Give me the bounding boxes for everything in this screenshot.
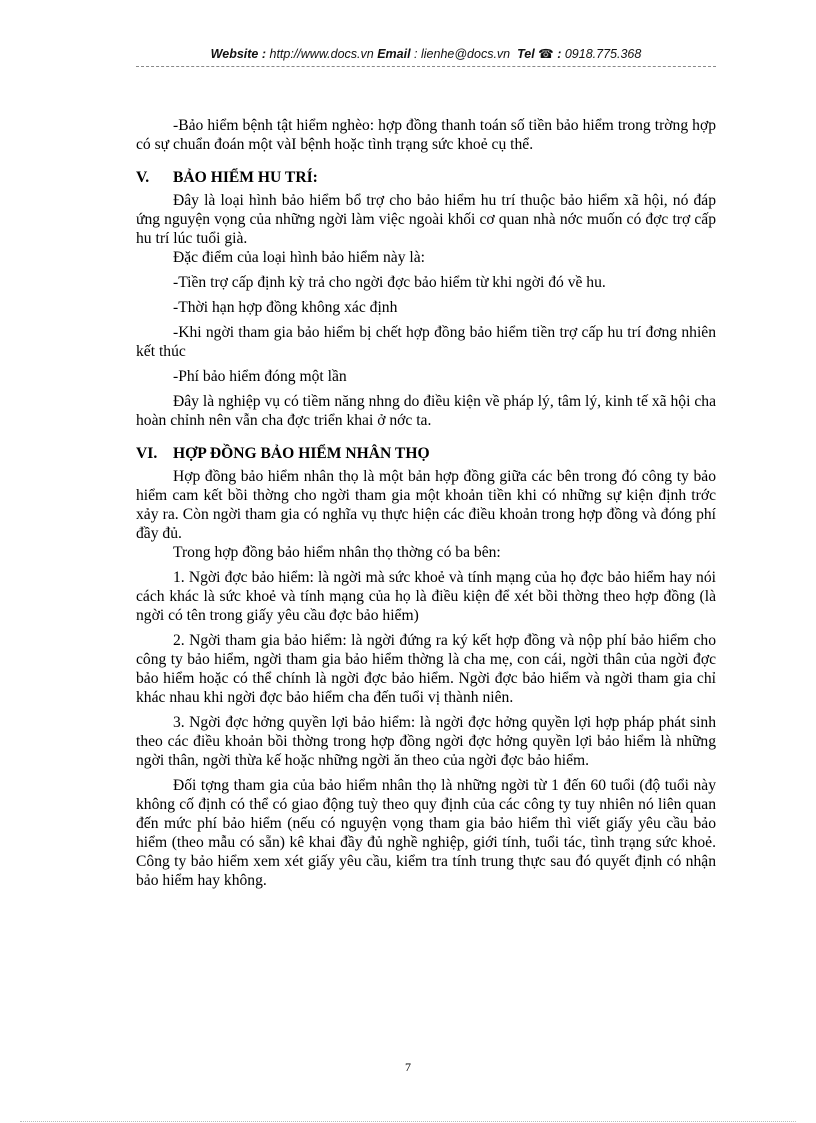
paragraph: Trong hợp đồng bảo hiểm nhân thọ thờng có ba bên: bbox=[173, 544, 501, 561]
paragraph: -Tiền trợ cấp định kỳ trả cho ngời đợc bảo hiểm từ khi ngời đó về hu. bbox=[173, 274, 606, 291]
paragraph: -Thời hạn hợp đồng không xác định bbox=[173, 299, 398, 316]
paragraph: Đây là loại hình bảo hiểm bổ trợ cho bảo hiểm hu trí thuộc bảo hiểm xã hội, nó đáp ứng nguyện vọng của những ngời làm việc ngoài khối cơ quan nhà nớc muốn có đợc trợ cấp hu trí lúc tuổi già. bbox=[136, 192, 716, 247]
document-body bbox=[136, 116, 716, 896]
section-title: BẢO HIỂM HU TRÍ: bbox=[173, 169, 318, 186]
section-number: V. bbox=[136, 169, 150, 186]
website-url[interactable]: http://www.docs.vn bbox=[269, 47, 374, 61]
tel-value: 0918.775.368 bbox=[564, 47, 642, 61]
email-value[interactable]: : lienhe@docs.vn bbox=[414, 47, 511, 61]
paragraph: Hợp đồng bảo hiểm nhân thọ là một bản hợp đồng giữa các bên trong đó công ty bảo hiểm cam kết bồi thờng cho ngời tham gia một khoản tiền khi có những sự kiện định trớc xảy ra. Còn ngời tham gia có nghĩa vụ thực hiện các điều khoản trong hợp đồng và đóng phí đầy đủ. bbox=[136, 468, 716, 542]
paragraph: 2. Ngời tham gia bảo hiểm: là ngời đứng ra ký kết hợp đồng và nộp phí bảo hiểm cho công ty bảo hiểm, ngời tham gia bảo hiểm thờng là cha mẹ, con cái, ngời thân của ngời đợc bảo hiểm hoặc có thể chính là ngời đợc bảo hiểm. Ngời đợc bảo hiểm và ngời tham gia chỉ khác nhau khi ngời đợc bảo hiểm cha đến tuổi vị thành niên. bbox=[136, 632, 716, 706]
paragraph: 3. Ngời đợc hởng quyền lợi bảo hiểm: là ngời đợc hởng quyền lợi hợp pháp phát sinh theo các điều khoản bồi thờng trong hợp đồng ngời đợc hởng quyền lợi bảo hiểm là những ngời thân, ngời thừa kế hoặc những ngời ăn theo của ngời đợc bảo hiểm. bbox=[136, 714, 716, 769]
email-label: Email bbox=[377, 47, 411, 61]
website-label: Website : bbox=[210, 47, 267, 61]
paragraph: Đây là nghiệp vụ có tiềm năng nhng do điều kiện về pháp lý, tâm lý, kinh tế xã hội cha hoàn chỉnh nên vẫn cha đợc triển khai ở nớc ta. bbox=[136, 393, 716, 429]
paragraph: -Khi ngời tham gia bảo hiểm bị chết hợp đồng bảo hiểm tiền trợ cấp hu trí đơng nhiên kết thúc bbox=[136, 324, 716, 360]
paragraph: Đối tợng tham gia của bảo hiểm nhân thọ là những ngời từ 1 đến 60 tuổi (độ tuổi này không cố định có thể có giao động tuỳ theo quy định của các công ty tuy nhiên nó liên quan đến mức phí bảo hiểm (nếu có nguyện vọng tham gia bảo hiểm thì viết giấy yêu cầu bảo hiểm (theo mẫu có sẵn) kê khai đầy đủ nghề nghiệp, giới tính, tuổi tác, tình trạng sức khoẻ. Công ty bảo hiểm xem xét giấy yêu cầu, kiểm tra tính trung thực sau đó quyết định có nhận bảo hiểm hay không. bbox=[136, 777, 716, 889]
footer-divider bbox=[20, 1121, 796, 1122]
section-heading-5 bbox=[136, 168, 716, 187]
tel-label: Tel ☎ : bbox=[517, 47, 562, 61]
paragraph: -Bảo hiểm bệnh tật hiểm nghèo: hợp đồng thanh toán số tiền bảo hiểm trong trờng hợp có sự chuẩn đoán một vàI bệnh hoặc tình trạng sức khoẻ cụ thể. bbox=[136, 117, 716, 153]
paragraph: Đặc điểm của loại hình bảo hiểm này là: bbox=[173, 249, 426, 266]
page-number: 7 bbox=[405, 1060, 411, 1074]
section-title: HỢP ĐỒNG BẢO HIỂM NHÂN THỌ bbox=[173, 445, 430, 462]
section-number: VI. bbox=[136, 445, 158, 462]
page-header bbox=[136, 46, 716, 61]
header-divider bbox=[136, 66, 716, 67]
paragraph: -Phí bảo hiểm đóng một lần bbox=[173, 368, 347, 385]
paragraph: 1. Ngời đợc bảo hiểm: là ngời mà sức khoẻ và tính mạng của họ đợc bảo hiểm hay nói cách khác là sức khoẻ và tính mạng của họ là điều kiện để xét bồi thờng theo hợp đồng (là ngời có tên trong giấy yêu cầu đợc bảo hiểm) bbox=[136, 569, 716, 624]
section-heading-6 bbox=[136, 444, 716, 463]
